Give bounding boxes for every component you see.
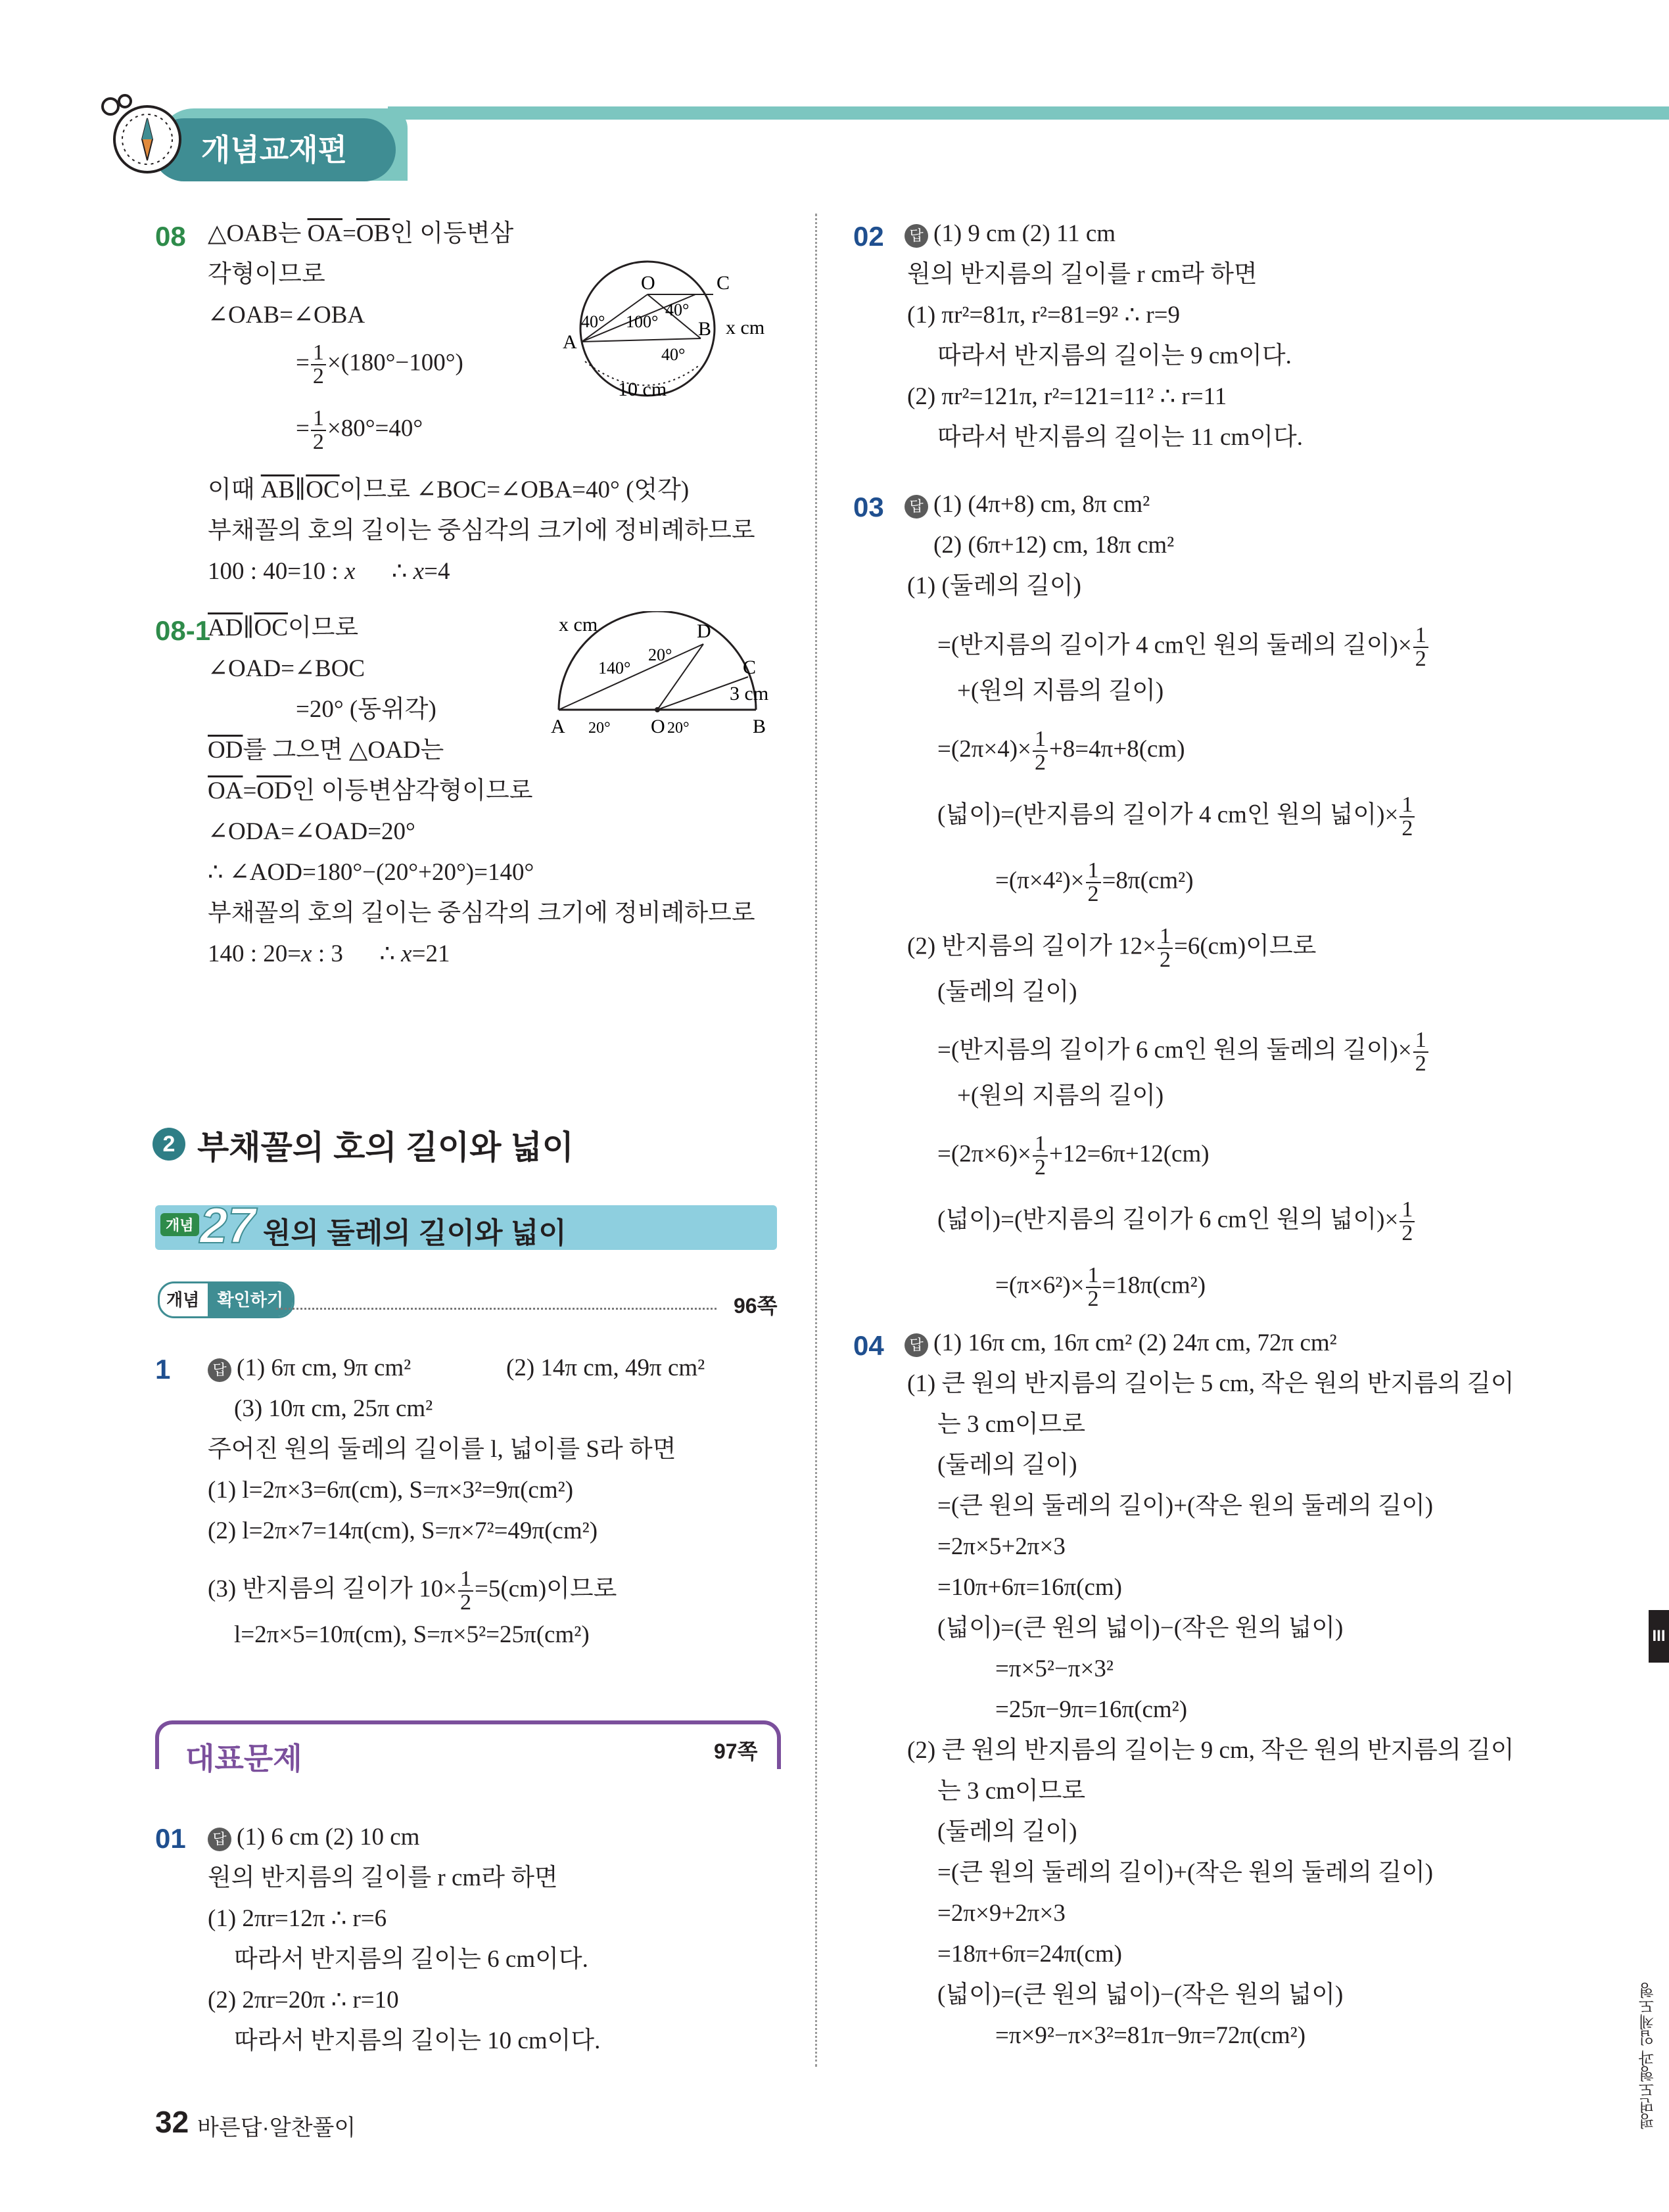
- answer-text: (1) 6 cm (2) 10 cm: [237, 1824, 420, 1851]
- rep-title: 대표문제: [177, 1735, 310, 1778]
- answer-mark: 답: [208, 1358, 231, 1382]
- check-badge: [158, 1281, 294, 1318]
- text-line: (1) 큰 원의 반지름의 길이는 5 cm, 작은 원의 반지름의 길이: [907, 1370, 1515, 1397]
- figure-circle-08: [552, 250, 789, 407]
- text-line: (1) l=2π×3=6π(cm), S=π×3²=9π(cm²): [208, 1477, 574, 1504]
- answer-text: (1) 16π cm, 16π cm² (2) 24π cm, 72π cm²: [933, 1329, 1337, 1356]
- text-line: =18π+6π=24π(cm): [937, 1941, 1122, 1968]
- answer-line: [905, 490, 1150, 519]
- text-line: 따라서 반지름의 길이는 10 cm이다.: [234, 2027, 601, 2054]
- label-C: C: [743, 657, 757, 678]
- text-line: (넓이)=(큰 원의 넓이)−(작은 원의 넓이): [937, 1615, 1344, 1642]
- text-line: (넓이)=(반지름의 길이가 4 cm인 원의 넓이)× $\frac{1}{2}$: [937, 794, 1416, 840]
- text-line: 주어진 원의 둘레의 길이를 l, 넓이를 S라 하면: [208, 1436, 676, 1463]
- label-A: A: [551, 716, 565, 737]
- text-line: l=2π×5=10π(cm), S=π×5²=25π(cm²): [234, 1621, 590, 1648]
- text-line: =20° (동위각): [296, 696, 436, 723]
- answer-line: [905, 1329, 1337, 1358]
- side-tab: III: [1649, 1610, 1669, 1663]
- label-B: B: [753, 716, 766, 737]
- header-band: [388, 106, 1669, 120]
- label-D: D: [697, 620, 711, 642]
- text-line: =(π×6²)× $\frac{1}{2}$ =18π(cm²): [995, 1263, 1206, 1311]
- text-line: =(반지름의 길이가 6 cm인 원의 둘레의 길이)× $\frac{1}{2}$: [937, 1029, 1430, 1075]
- text-line: 원의 반지름의 길이를 r cm라 하면: [907, 261, 1258, 288]
- answer-mark: 답: [905, 1333, 928, 1357]
- text-line: 부채꼴의 호의 길이는 중심각의 크기에 정비례하므로: [208, 900, 755, 927]
- text-line: =10π+6π=16π(cm): [937, 1574, 1122, 1601]
- text-line: ∴ ∠AOD=180°−(20°+20°)=140°: [208, 859, 534, 886]
- text-line: =π×9²−π×3²=81π−9π=72π(cm²): [995, 2022, 1306, 2049]
- text-line: 는 3 cm이므로: [937, 1411, 1086, 1438]
- check-label-1: 개념: [166, 1290, 200, 1310]
- answer-line: (2) 14π cm, 49π cm²: [506, 1354, 705, 1381]
- text-line: 따라서 반지름의 길이는 6 cm이다.: [234, 1946, 588, 1973]
- text-line: 따라서 반지름의 길이는 9 cm이다.: [937, 342, 1292, 369]
- text-line: (2) 반지름의 길이가 12× $\frac{1}{2}$ =6(cm)이므로: [907, 924, 1317, 972]
- answer-mark: 답: [905, 224, 928, 248]
- text-line: (1) πr²=81π, r²=81=9² ∴ r=9: [907, 302, 1181, 329]
- length-label: x cm: [559, 614, 598, 635]
- text-line: (넓이)=(큰 원의 넓이)−(작은 원의 넓이): [937, 1981, 1344, 2008]
- problem-number: 08-1: [155, 615, 211, 646]
- text-line: 140 : 20=x : 3 ∴ x=21: [208, 940, 450, 967]
- text-line: △OAB는 $\overline{OA}=\overline{OB}$인 이등변삼: [208, 220, 514, 247]
- label-A: A: [563, 331, 577, 353]
- text-line: ∠OAD=∠BOC: [208, 655, 365, 682]
- text-line: 이때 $\overline{AB}\parallel\overline{OC}$이므로 ∠BOC=∠OBA=40° (엇각): [208, 476, 690, 503]
- side-tab-text: 평면도형과 입체도형: [1639, 1983, 1657, 2129]
- text-line: (2) 2πr=20π ∴ r=10: [208, 1987, 399, 2014]
- angle-label: 20°: [667, 720, 690, 737]
- answer-mark: 답: [208, 1828, 231, 1851]
- text-line: =(2π×4)× $\frac{1}{2}$ +8=4π+8(cm): [937, 727, 1185, 775]
- text-line: (1) (둘레의 길이): [907, 572, 1081, 599]
- label-O: O: [651, 716, 665, 737]
- text-line: =(반지름의 길이가 4 cm인 원의 둘레의 길이)× $\frac{1}{2}$: [937, 624, 1430, 670]
- length-label: x cm: [726, 317, 765, 338]
- answer-text: (1) 6π cm, 9π cm²: [237, 1354, 411, 1381]
- text-line: $\overline{OD}$를 그으면 △OAD는: [208, 737, 444, 764]
- text-line: =(2π×6)× $\frac{1}{2}$ +12=6π+12(cm): [937, 1132, 1210, 1180]
- concept-tag: 개념: [160, 1213, 199, 1236]
- text-line: (둘레의 길이): [937, 1818, 1077, 1845]
- text-line: (2) πr²=121π, r²=121=11² ∴ r=11: [907, 383, 1227, 410]
- check-page: 96쪽: [734, 1294, 778, 1318]
- check-leader: [276, 1308, 717, 1310]
- angle-label: 40°: [581, 312, 605, 331]
- text-line: (2) l=2π×7=14π(cm), S=π×7²=49π(cm²): [208, 1517, 598, 1544]
- text-line: 원의 반지름의 길이를 r cm라 하면: [208, 1864, 558, 1891]
- problem-number: 04: [853, 1330, 884, 1361]
- problem-number: 08: [155, 221, 186, 252]
- check-label-2: 확인하기: [208, 1283, 292, 1316]
- angle-label: 20°: [648, 645, 672, 664]
- concept-title: 원의 둘레의 길이와 넓이: [263, 1217, 567, 1249]
- text-line: 는 3 cm이므로: [937, 1778, 1086, 1805]
- section-title: 부채꼴의 호의 길이와 넓이: [197, 1129, 574, 1166]
- angle-label: 40°: [665, 300, 690, 319]
- problem-number: 1: [155, 1354, 171, 1385]
- answer-line: (3) 10π cm, 25π cm²: [234, 1395, 433, 1422]
- answer-text: (1) 9 cm (2) 11 cm: [933, 220, 1116, 247]
- text-line: = $\frac{1}{2}$ ×80°=40°: [296, 406, 423, 454]
- text-line: 부채꼴의 호의 길이는 중심각의 크기에 정비례하므로: [208, 517, 755, 544]
- angle-label: 40°: [661, 345, 686, 364]
- section-number-badge: 2: [153, 1128, 185, 1161]
- figure-semicircle-081: [539, 611, 795, 743]
- footer-title: 바른답·알찬풀이: [197, 2115, 356, 2140]
- text-line: =(큰 원의 둘레의 길이)+(작은 원의 둘레의 길이): [937, 1859, 1434, 1886]
- text-line: 각형이므로: [208, 261, 325, 288]
- length-label: 3 cm: [730, 683, 769, 704]
- answer-text: (1) (4π+8) cm, 8π cm²: [933, 491, 1150, 518]
- label-O: O: [641, 272, 655, 294]
- page-number: 32: [155, 2105, 189, 2139]
- answer-line: [905, 219, 1116, 248]
- text-line: (둘레의 길이): [937, 1452, 1077, 1479]
- length-label: 10 cm: [618, 379, 667, 400]
- text-line: 100 : 40=10 : x ∴ x=4: [208, 558, 450, 585]
- text-line: (3) 반지름의 길이가 10× $\frac{1}{2}$ =5(cm)이므로: [208, 1567, 617, 1615]
- rep-page: 97쪽: [714, 1740, 758, 1763]
- column-divider: [815, 214, 817, 2067]
- text-line: =π×5²−π×3²: [995, 1655, 1114, 1682]
- compass-icon: [99, 92, 184, 177]
- answer-line: [208, 1354, 411, 1383]
- text-line: =2π×9+2π×3: [937, 1900, 1066, 1927]
- text-line: $\overline{OA}=\overline{OD}$인 이등변삼각형이므로: [208, 777, 533, 804]
- text-line: (2) 큰 원의 반지름의 길이는 9 cm, 작은 원의 반지름의 길이: [907, 1737, 1515, 1764]
- text-line: (둘레의 길이): [937, 979, 1077, 1005]
- answer-line: [208, 1823, 419, 1852]
- text-line: ∠ODA=∠OAD=20°: [208, 818, 415, 845]
- text-line: (1) 2πr=12π ∴ r=6: [208, 1905, 387, 1932]
- text-line: =(큰 원의 둘레의 길이)+(작은 원의 둘레의 길이): [937, 1492, 1434, 1519]
- answer-mark: 답: [905, 495, 928, 518]
- text-line: =25π−9π=16π(cm²): [995, 1696, 1188, 1723]
- text-line: = $\frac{1}{2}$ ×(180°−100°): [296, 340, 463, 388]
- text-line: +(원의 지름의 길이): [957, 1082, 1164, 1109]
- text-line: +(원의 지름의 길이): [957, 678, 1164, 704]
- header-tab: 개념교재편: [153, 118, 396, 181]
- problem-number: 01: [155, 1823, 186, 1854]
- text-line: =2π×5+2π×3: [937, 1533, 1066, 1560]
- concept-number: 27: [200, 1198, 256, 1254]
- text-line: 따라서 반지름의 길이는 11 cm이다.: [937, 424, 1303, 451]
- text-line: (넓이)=(반지름의 길이가 6 cm인 원의 넓이)× $\frac{1}{2}$: [937, 1199, 1416, 1245]
- angle-label: 140°: [598, 658, 631, 678]
- text-line: $\overline{AD}\parallel\overline{OC}$이므로: [208, 614, 359, 641]
- problem-number: 03: [853, 492, 884, 522]
- label-C: C: [717, 272, 730, 294]
- answer-line: (2) (6π+12) cm, 18π cm²: [933, 532, 1175, 559]
- angle-label: 100°: [626, 312, 659, 331]
- text-line: =(π×4²)× $\frac{1}{2}$ =8π(cm²): [995, 858, 1194, 906]
- problem-number: 02: [853, 221, 884, 252]
- angle-label: 20°: [588, 720, 611, 737]
- text-line: ∠OAB=∠OBA: [208, 302, 365, 329]
- label-B: B: [698, 318, 712, 340]
